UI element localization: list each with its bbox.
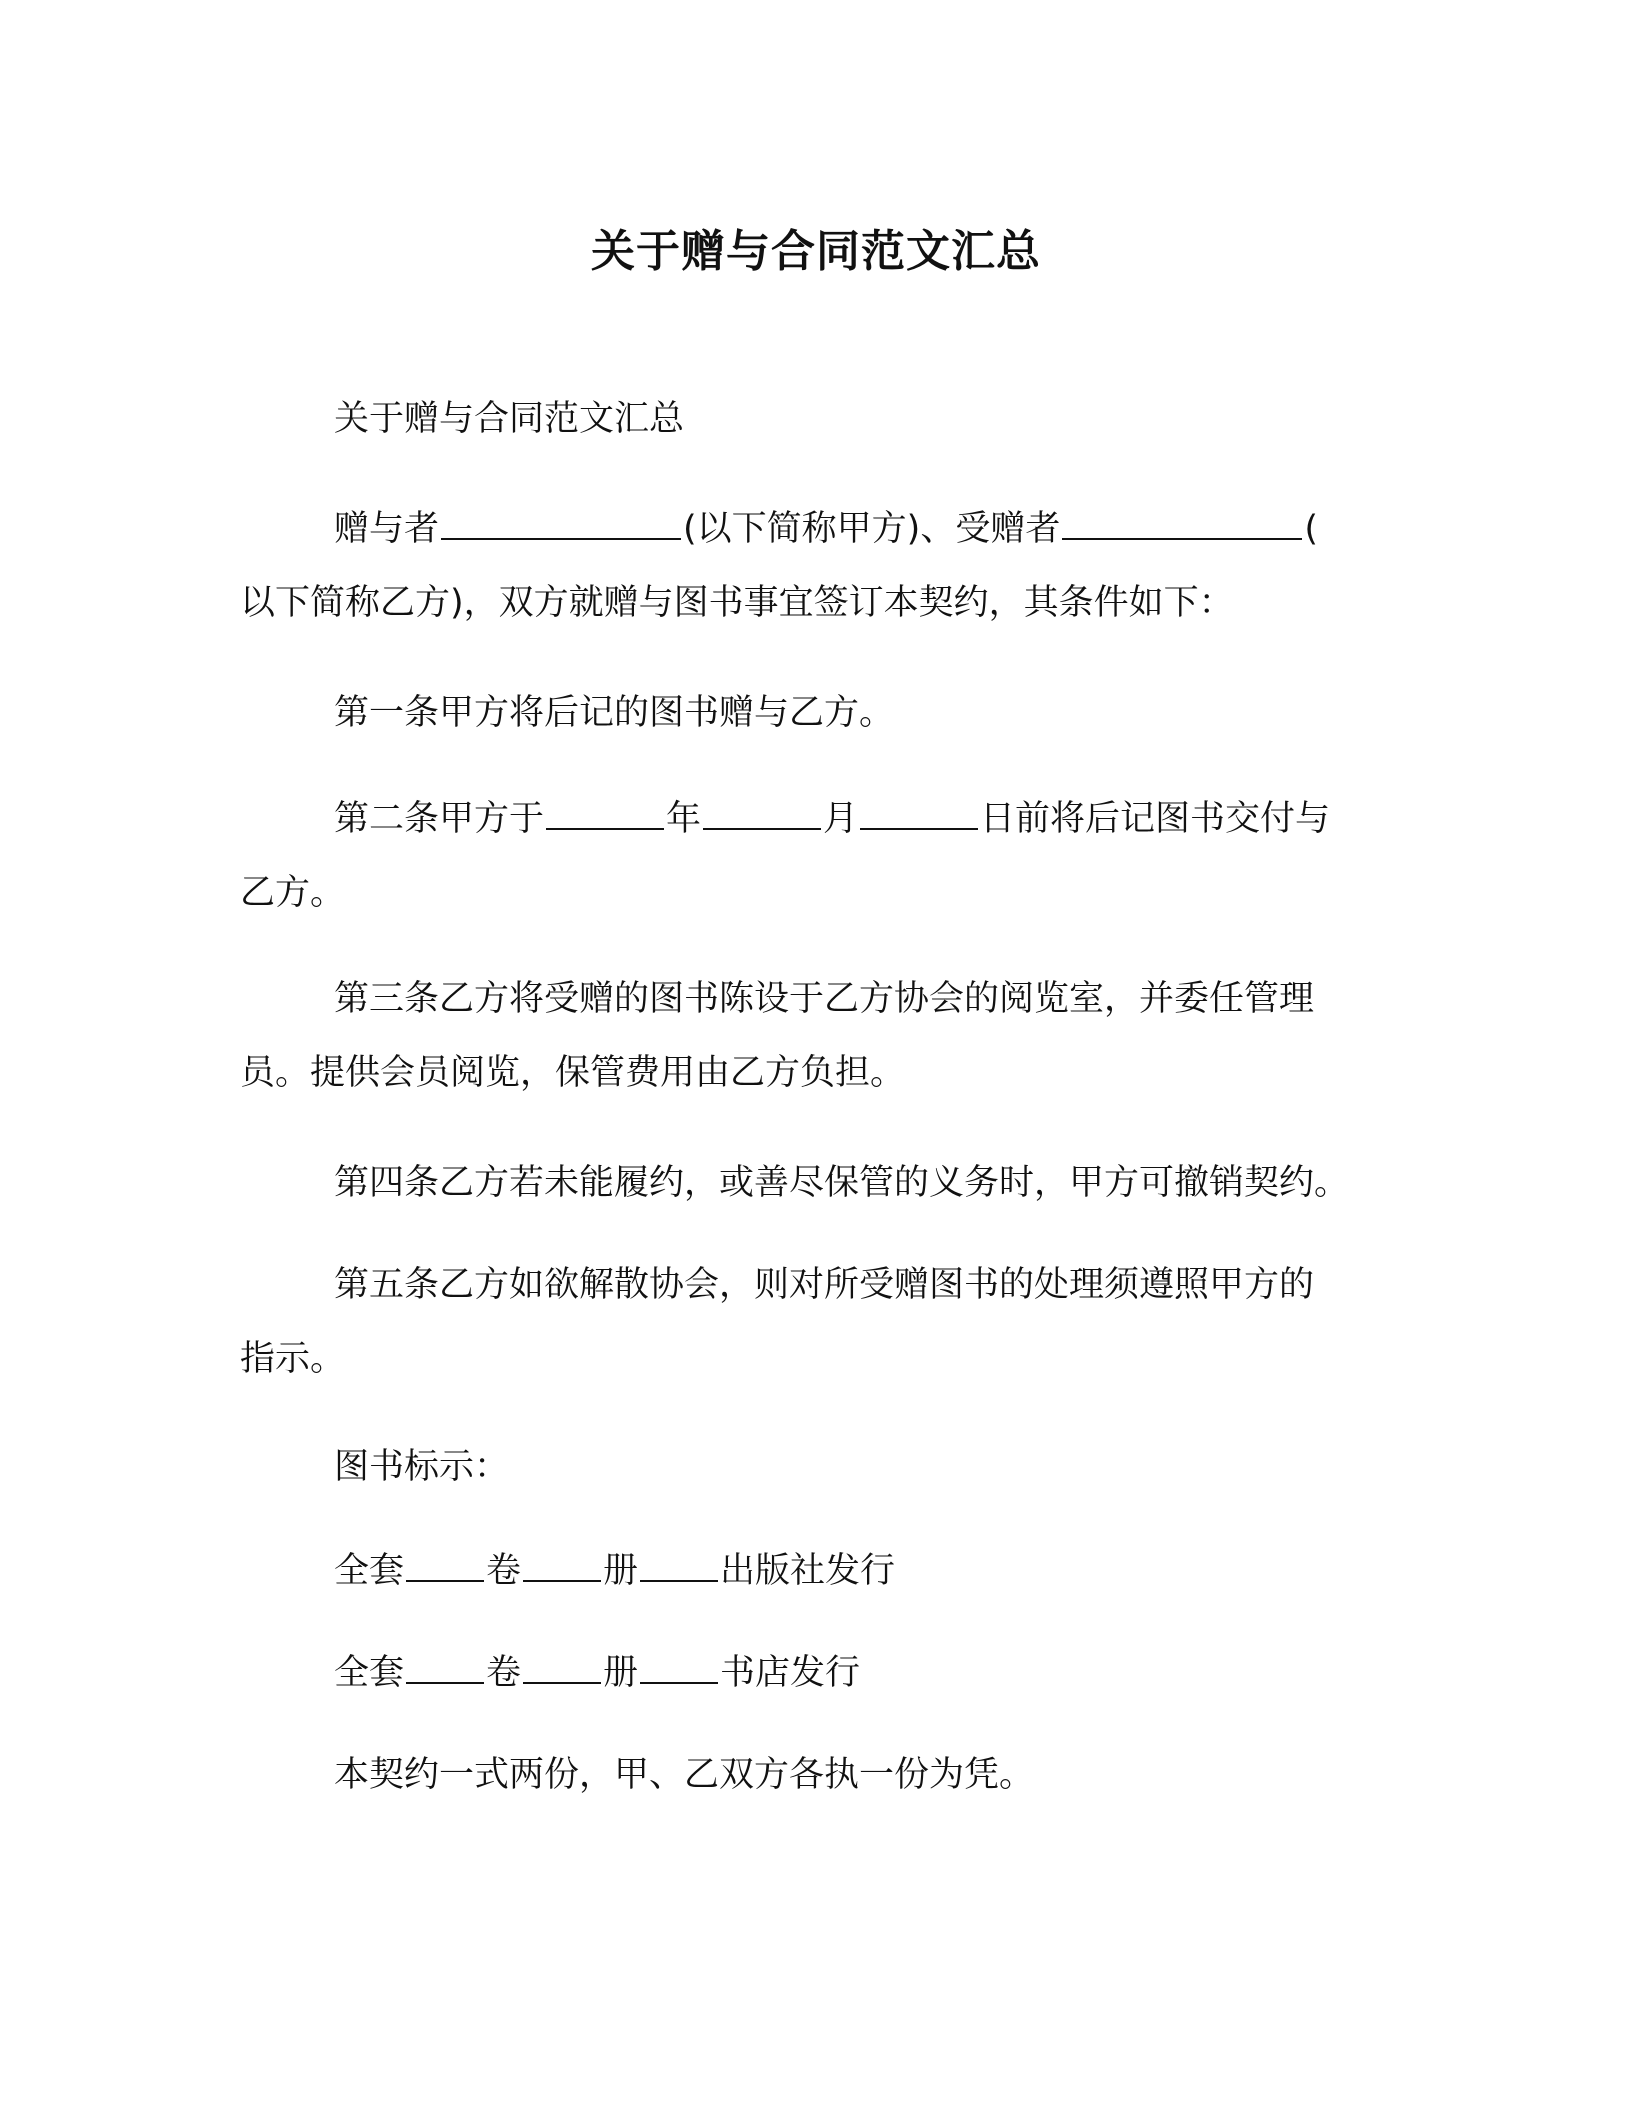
month-label: 月 [823, 799, 859, 839]
closing-clause: 本契约一式两份，甲、乙双方各执一份为凭。 [334, 1755, 1035, 1795]
book-1-copies: 册 [603, 1551, 639, 1591]
day-blank [860, 798, 978, 830]
intro-donor-label: 赠与者 [334, 509, 440, 549]
article-2 [240, 782, 1410, 930]
book-2-set: 全套 [334, 1653, 405, 1693]
article-1: 第一条甲方将后记的图书赠与乙方。 [334, 693, 895, 733]
document-title: 关于赠与合同范文汇总 [591, 226, 1041, 277]
book-2-copies: 册 [603, 1653, 639, 1693]
book-1-set-blank [406, 1550, 484, 1582]
intro-line-1 [240, 492, 1410, 566]
intro-line-2: 以下简称乙方)，双方就赠与图书事宜签订本契约，其条件如下： [240, 583, 1234, 623]
article-2-line-2: 乙方。 [240, 873, 346, 913]
subtitle: 关于赠与合同范文汇总 [334, 399, 685, 439]
book-2-volume: 卷 [486, 1653, 522, 1693]
book-2-volume-blank [523, 1652, 601, 1684]
book-1-volume: 卷 [486, 1551, 522, 1591]
book-1-publisher-blank [640, 1550, 718, 1582]
book-1-publisher: 出版社发行 [720, 1551, 896, 1591]
year-label: 年 [666, 799, 702, 839]
intro-paragraph [240, 492, 1410, 640]
article-5 [240, 1248, 1410, 1396]
books-label: 图书标示： [334, 1447, 510, 1487]
recipient-blank [1062, 508, 1302, 540]
book-entry-1 [240, 1534, 1410, 1608]
article-5-line-2: 指示。 [240, 1339, 346, 1379]
year-blank [546, 798, 664, 830]
article-5-line-1: 第五条乙方如欲解散协会，则对所受赠图书的处理须遵照甲方的 [334, 1265, 1315, 1305]
article-2-prefix: 第二条甲方于 [334, 799, 545, 839]
donor-blank [441, 508, 681, 540]
intro-paren: ( [1304, 509, 1318, 549]
article-2-suffix: 日前将后记图书交付与 [980, 799, 1331, 839]
article-3-line-1: 第三条乙方将受赠的图书陈设于乙方协会的阅览室，并委任管理 [334, 979, 1315, 1019]
month-blank [703, 798, 821, 830]
article-3-line-2: 员。提供会员阅览，保管费用由乙方负担。 [240, 1053, 906, 1093]
intro-recipient-label: (以下简称甲方)、受赠者 [683, 509, 1061, 549]
article-4: 第四条乙方若未能履约，或善尽保管的义务时，甲方可撤销契约。 [334, 1163, 1350, 1203]
article-3 [240, 962, 1410, 1110]
book-1-set: 全套 [334, 1551, 405, 1591]
book-2-store-blank [640, 1652, 718, 1684]
article-2-line-1 [240, 782, 1410, 856]
book-1-volume-blank [523, 1550, 601, 1582]
book-2-set-blank [406, 1652, 484, 1684]
book-entry-2 [240, 1636, 1410, 1710]
book-2-store: 书店发行 [720, 1653, 861, 1693]
